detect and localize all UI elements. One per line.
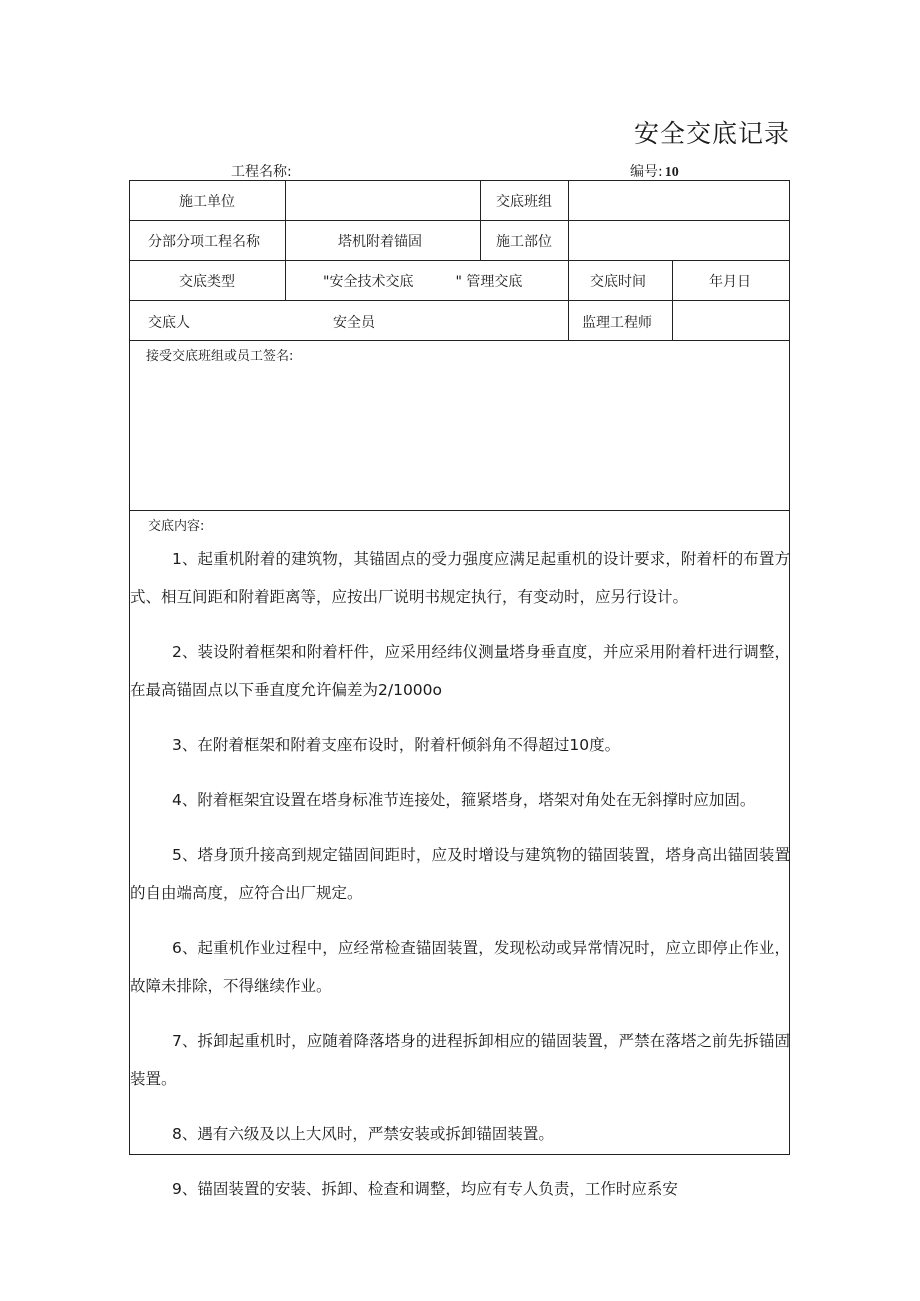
project-name-label: 工程名称: <box>231 164 292 180</box>
column-divider <box>480 180 481 260</box>
content-item: 3、在附着框架和附着支座布设时，附着杆倾斜角不得超过10度。 <box>172 736 621 754</box>
location-label: 施工部位 <box>496 234 552 250</box>
handover-type-value: "安全技术交底 " 管理交底 <box>323 274 523 290</box>
content-item: 4、附着框架宜设置在塔身标准节连接处，箍紧塔身，塔架对角处在无斜撑时应加固。 <box>172 791 756 809</box>
row-divider <box>129 300 790 301</box>
handover-content <box>130 540 790 1225</box>
column-divider <box>568 260 569 340</box>
subproject-value: 塔机附着锚固 <box>338 234 422 250</box>
row-divider <box>129 220 790 221</box>
content-item: 7、拆卸起重机时，应随着降落塔身的进程拆卸相应的锚固装置，严禁在落塔之前先拆锚固装置。 <box>130 1032 790 1088</box>
content-item: 1、起重机附着的建筑物，其锚固点的受力强度应满足起重机的设计要求，附着杆的布置方式、相互间距和附着距离等，应按出厂说明书规定执行，有变动时，应另行设计。 <box>130 550 790 606</box>
record-number-label: 编号: <box>630 164 663 180</box>
content-item: 5、塔身顶升接高到规定锚固间距时，应及时增设与建筑物的锚固装置，塔身高出锚固装置的自由端高度，应符合出厂规定。 <box>130 846 790 902</box>
row-divider <box>129 260 790 261</box>
content-item: 8、遇有六级及以上大风时，严禁安装或拆卸锚固装置。 <box>172 1125 554 1143</box>
team-label: 交底班组 <box>496 194 552 210</box>
row-divider <box>129 510 790 511</box>
handover-person-label: 交底人 <box>148 315 190 331</box>
column-divider <box>285 180 286 300</box>
content-item: 2、装设附着框架和附着杆件，应采用经纬仪测量塔身垂直度，并应采用附着杆进行调整，在最高锚固点以下垂直度允许偏差为2/1000o <box>130 643 790 699</box>
handover-person-value: 安全员 <box>333 315 375 331</box>
handover-type-label: 交底类型 <box>179 274 235 290</box>
page-title: 安全交底记录 <box>633 119 790 148</box>
construction-unit-label: 施工单位 <box>179 194 235 210</box>
content-item: 9、锚固装置的安装、拆卸、检查和调整，均应有专人负责，工作时应系安 <box>172 1180 678 1198</box>
column-divider <box>672 260 673 340</box>
subproject-label: 分部分项工程名称 <box>148 234 260 250</box>
supervisor-label: 监理工程师 <box>582 315 652 331</box>
signature-label: 接受交底班组或员工签名: <box>146 349 294 364</box>
row-divider <box>129 340 790 341</box>
content-label: 交底内容: <box>148 519 205 534</box>
record-number-value: 10 <box>664 165 679 180</box>
column-divider <box>568 180 569 260</box>
handover-time-label: 交底时间 <box>590 274 646 290</box>
handover-time-value: 年月日 <box>709 274 751 290</box>
record-number <box>630 161 679 181</box>
content-item: 6、起重机作业过程中，应经常检查锚固装置，发现松动或异常情况时，应立即停止作业，故障未排除，不得继续作业。 <box>130 939 790 995</box>
